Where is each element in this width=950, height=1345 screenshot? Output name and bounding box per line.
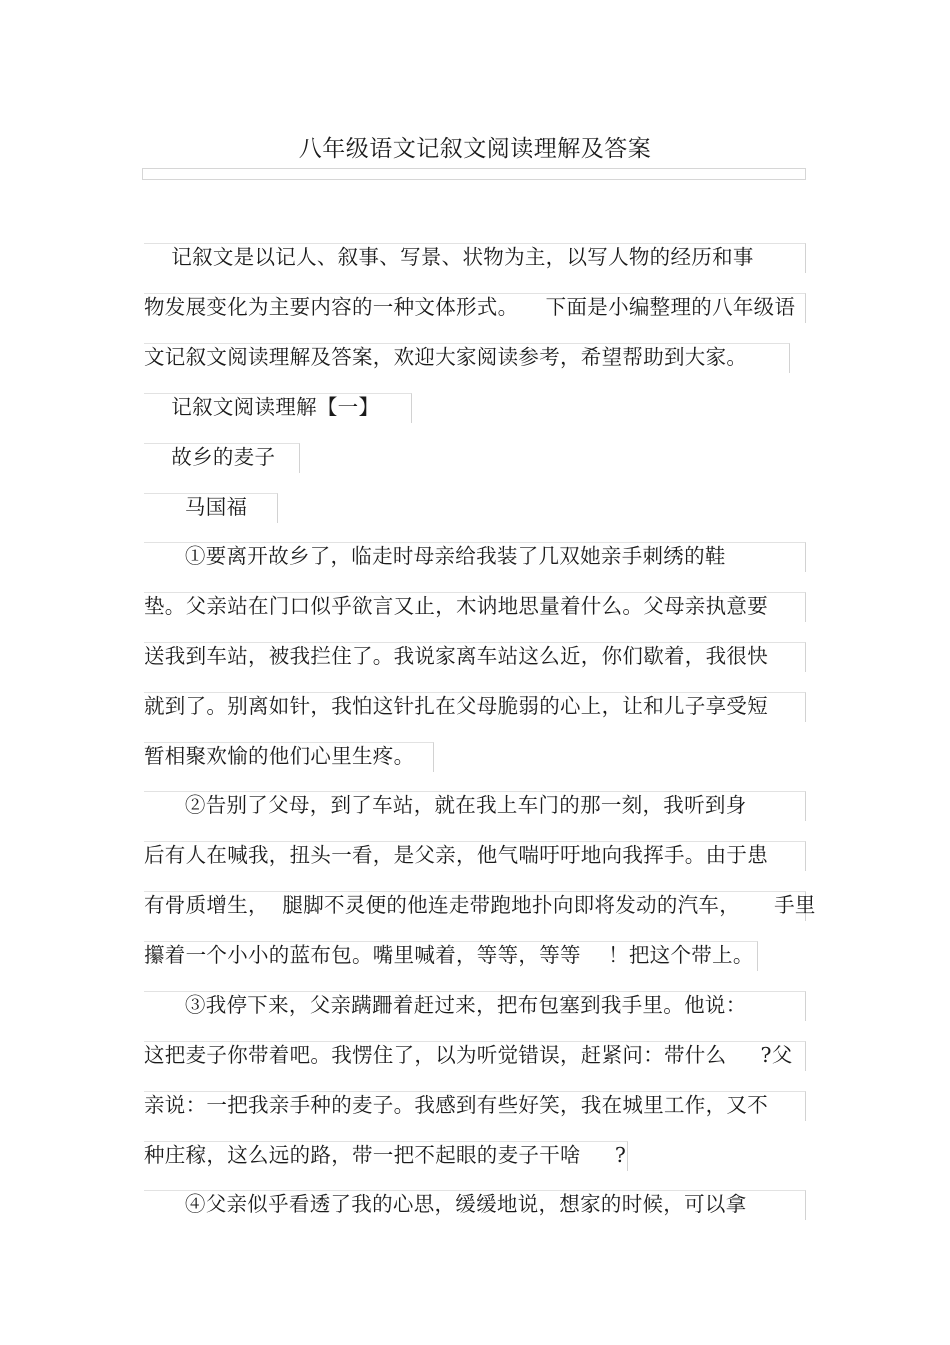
text-line: 物发展变化为主要内容的一种文体形式。 下面是小编整理的八年级语 [144, 295, 796, 319]
text-line: 记叙文是以记人、叙事、写景、状物为主，以写人物的经历和事 [144, 245, 754, 269]
text-line: 亲说：一把我亲手种的麦子。我感到有些好笑，我在城里工作，又不 [144, 1093, 768, 1117]
section-heading: 记叙文阅读理解【一】 [144, 395, 380, 419]
title-divider [142, 168, 806, 180]
text-line: 后有人在喊我，扭头一看，是父亲，他气喘吁吁地向我挥手。由于患 [144, 843, 768, 867]
text-line: 文记叙文阅读理解及答案，欢迎大家阅读参考，希望帮助到大家。 [144, 345, 748, 369]
text-line: ③我停下来，父亲蹒跚着赶过来，把布包塞到我手里。他说： [144, 993, 747, 1017]
text-line: 种庄稼，这么远的路，带一把不起眼的麦子干啥 ? [144, 1143, 627, 1167]
story-author: 马国福 [144, 495, 248, 519]
text-line: 暂相聚欢愉的他们心里生疼。 [144, 744, 415, 768]
text-line: 垫。父亲站在门口似乎欲言又止，木讷地思量着什么。父母亲执意要 [144, 594, 768, 618]
text-line: ①要离开故乡了，临走时母亲给我装了几双她亲手刺绣的鞋 [144, 544, 726, 568]
text-line: 有骨质增生， 腿脚不灵便的他连走带跑地扑向即将发动的汽车， 手里 [144, 893, 816, 917]
document-title: 八年级语文记叙文阅读理解及答案 [298, 136, 652, 162]
text-line: ②告别了父母，到了车站，就在我上车门的那一刻，我听到身 [144, 793, 747, 817]
text-line: 就到了。别离如针，我怕这针扎在父母脆弱的心上，让和儿子享受短 [144, 694, 768, 718]
story-title: 故乡的麦子 [144, 445, 276, 469]
text-line: 这把麦子你带着吧。我愣住了，以为听觉错误，赶紧问：带什么 ?父 [144, 1043, 793, 1067]
text-line: 攥着一个小小的蓝布包。嘴里喊着，等等，等等 ！把这个带上。 [144, 943, 754, 967]
text-line: ④父亲似乎看透了我的心思，缓缓地说，想家的时候，可以拿 [144, 1192, 747, 1216]
text-line: 送我到车站，被我拦住了。我说家离车站这么近，你们歇着，我很快 [144, 644, 768, 668]
